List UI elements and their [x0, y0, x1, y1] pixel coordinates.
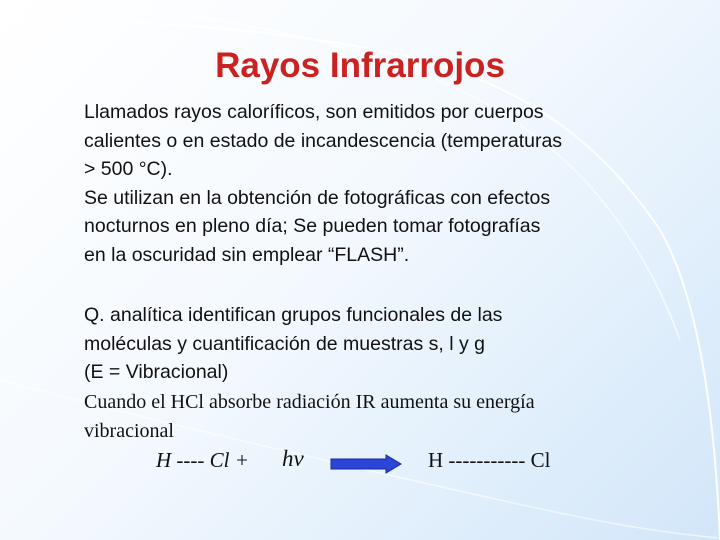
equation-reactant: H ---- Cl + [156, 448, 249, 472]
text-line: calientes o en estado de incandescencia (temperaturas [84, 129, 563, 152]
hcl-paragraph [84, 388, 535, 445]
text-line: nocturnos en pleno día; Se pueden tomar fotografías [84, 215, 541, 237]
text-line: moléculas y cuantificación de muestras s, l y g [84, 332, 486, 355]
slide-title-text: Rayos Infrarrojos [215, 46, 505, 85]
text-line: Se utilizan en la obtención de fotográficas con efectos [84, 186, 551, 209]
analytics-paragraph [84, 301, 694, 387]
equation-product: H ----------- Cl [428, 448, 551, 472]
text-line: (E = Vibracional) [84, 361, 229, 383]
text-line: Llamados rayos caloríficos, son emitidos por cuerpos [84, 101, 544, 123]
text-line: vibracional [84, 419, 174, 442]
description-paragraph [84, 98, 694, 269]
text-line: en la oscuridad sin emplear “FLASH”. [84, 243, 410, 266]
text-line: Cuando el HCl absorbe radiación IR aumenta su energía [84, 391, 535, 413]
equation-photon: hν [282, 446, 304, 471]
slide-title [0, 44, 720, 88]
text-line: Q. analítica identifican grupos funcionales de las [84, 304, 503, 326]
text-line: > 500 °C). [84, 158, 173, 180]
right-arrow-icon [330, 454, 402, 474]
